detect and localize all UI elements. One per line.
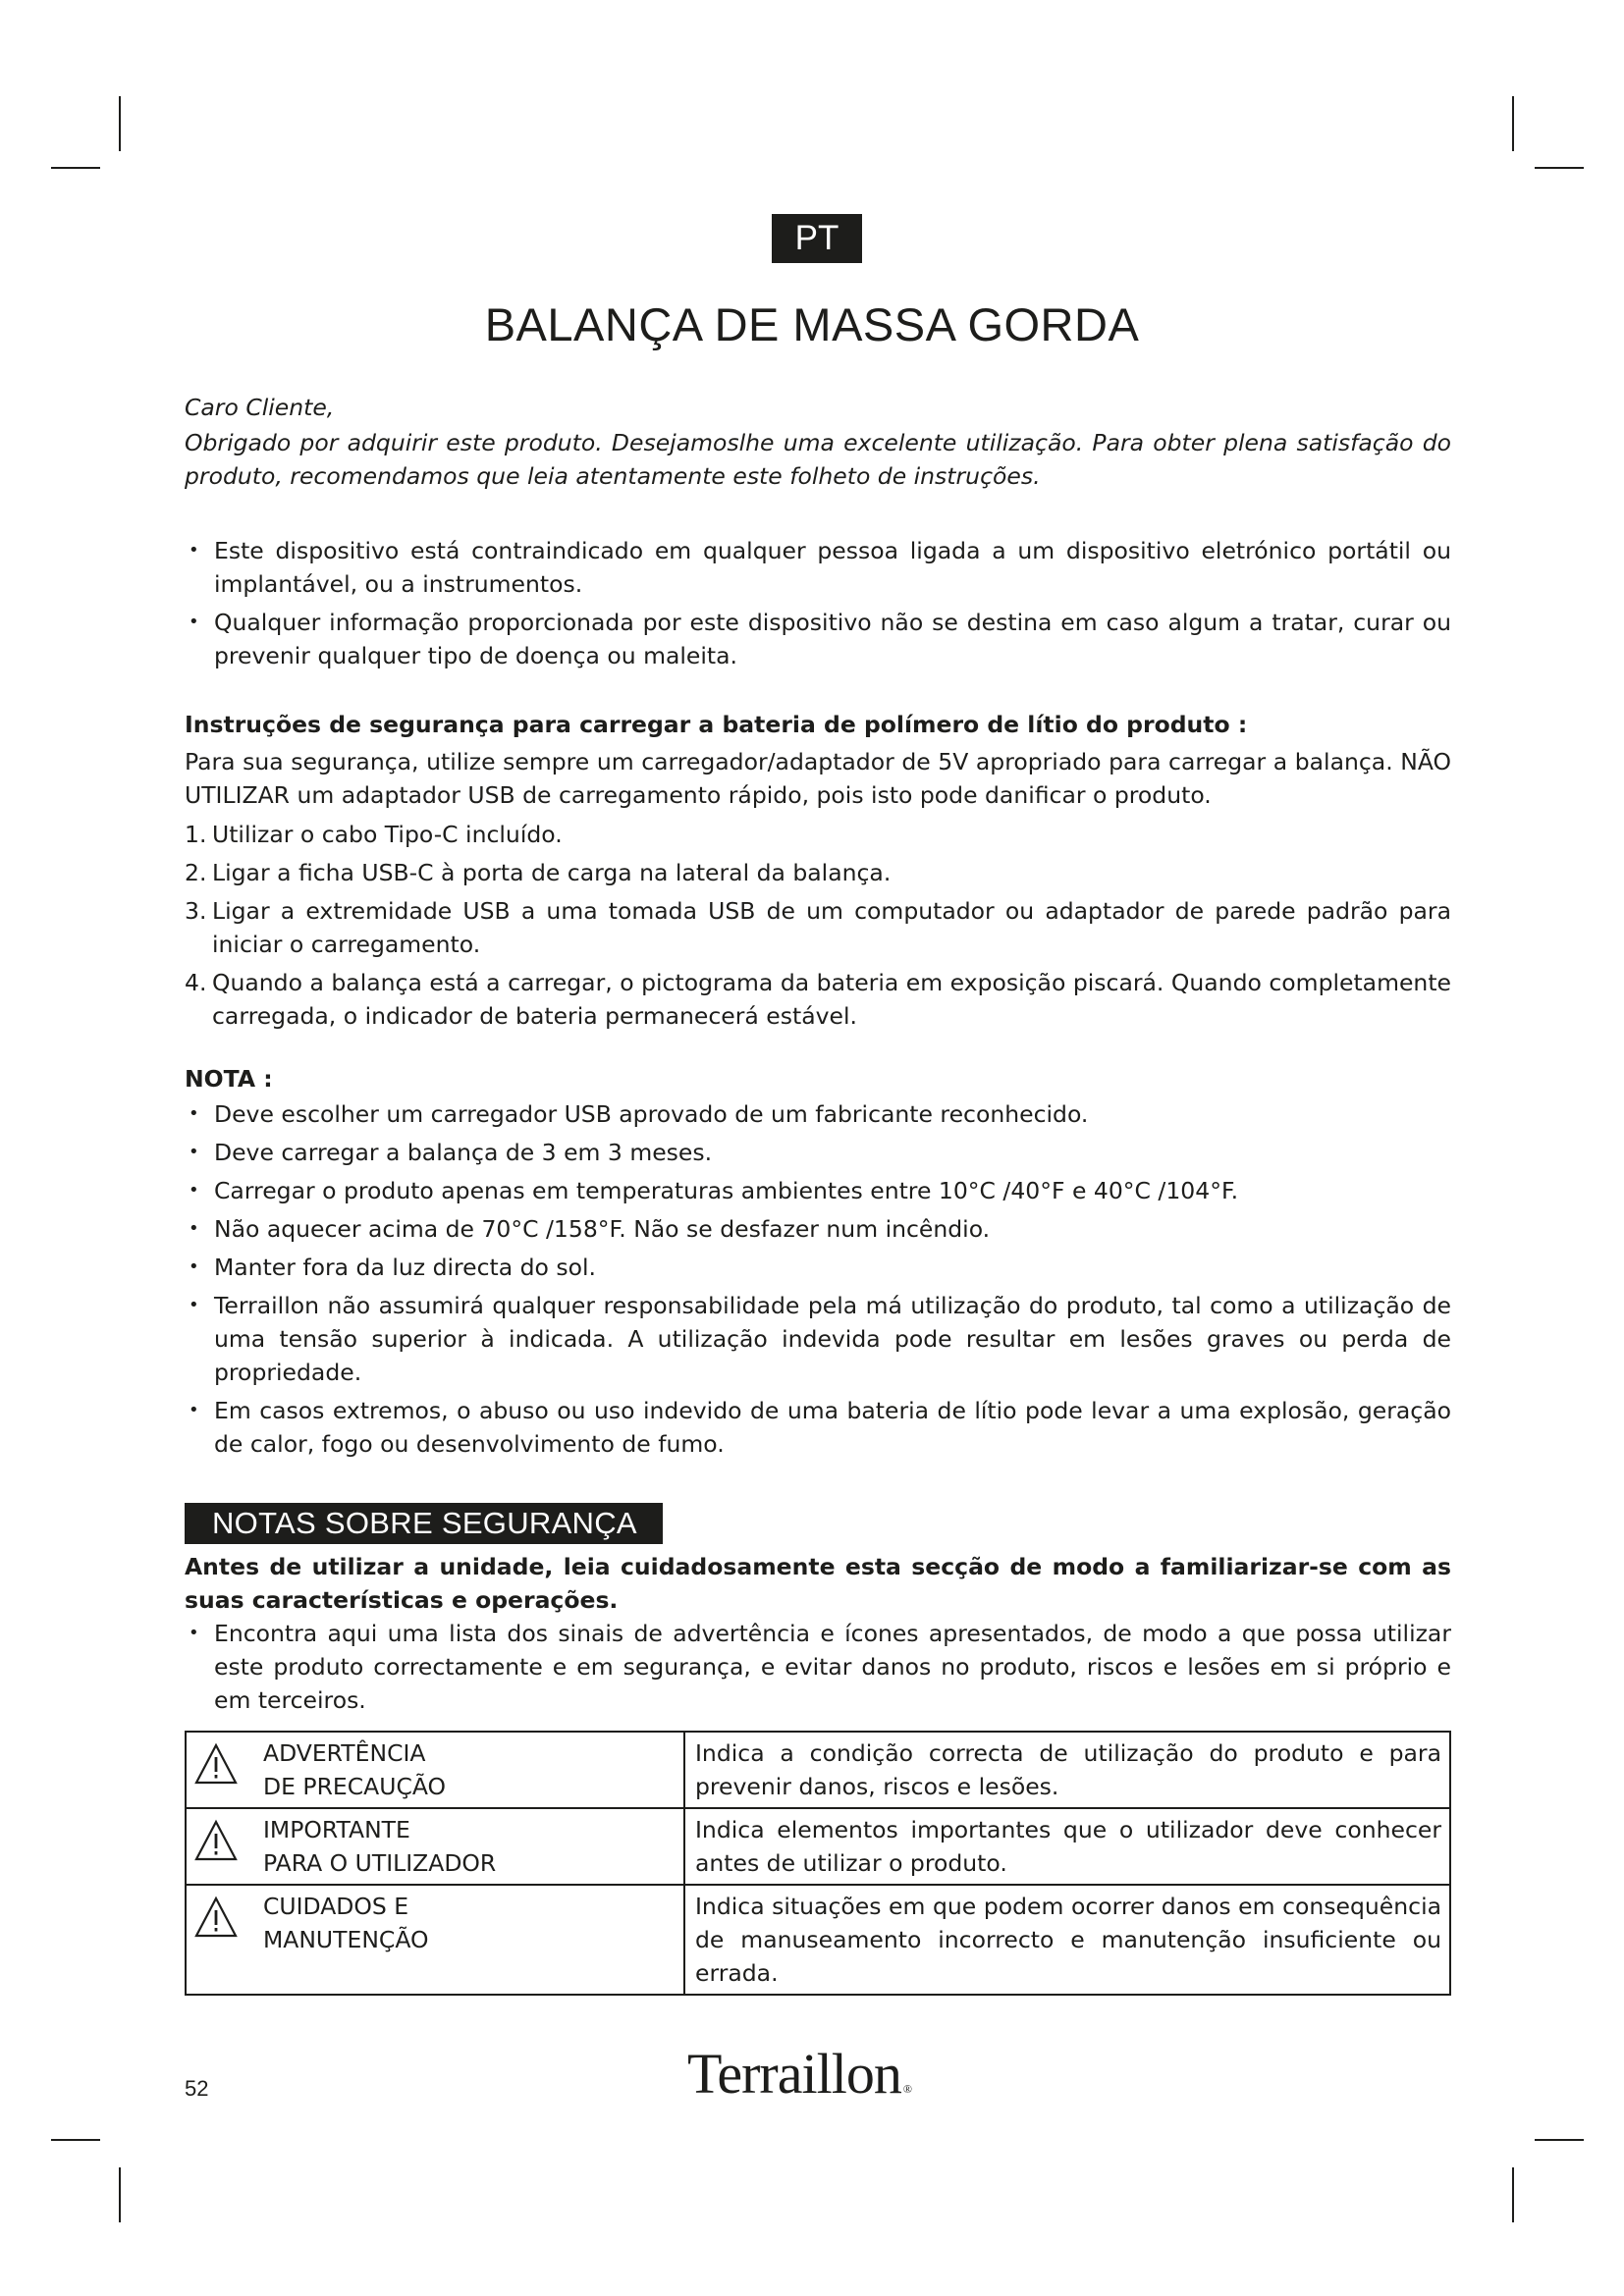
legend-label-line: CUIDADOS E bbox=[263, 1893, 409, 1920]
page-title: BALANÇA DE MASSA GORDA bbox=[484, 298, 1140, 350]
brand-name: Terraillon bbox=[687, 2042, 901, 2106]
step-number: 4. bbox=[185, 969, 207, 996]
legend-description: Indica a condição correcta de utilização do produto e para prevenir danos, riscos e lesões. bbox=[684, 1732, 1450, 1808]
list-item bbox=[185, 894, 1451, 961]
crop-mark bbox=[51, 167, 100, 169]
legend-description: Indica situações em que podem ocorrer danos em consequência de manuseamento incorrecto e manutenção insuficiente ou errada. bbox=[684, 1885, 1450, 1995]
crop-mark bbox=[1535, 167, 1584, 169]
list-item: • Qualquer informação proporcionada por este dispositivo não se destina em caso algum a tratar, curar ou prevenir qualquer tipo de doença ou maleita. bbox=[185, 606, 1451, 672]
table-row bbox=[186, 1808, 1450, 1885]
legend-label-line: DE PRECAUÇÃO bbox=[263, 1773, 447, 1800]
crop-mark bbox=[119, 96, 121, 151]
warning-legend-table bbox=[185, 1731, 1451, 1996]
step-text: Ligar a ficha USB-C à porta de carga na lateral da balança. bbox=[212, 859, 892, 886]
crop-mark bbox=[1535, 2139, 1584, 2141]
intro-paragraph: Obrigado por adquirir este produto. Desejamoslhe uma excelente utilização. Para obter plena satisfação do produto, recomendamos que leia atentamente este folheto de instruções. bbox=[185, 429, 1451, 490]
list-item: • Não aquecer acima de 70°C /158°F. Não se desfazer num incêndio. bbox=[185, 1212, 1451, 1246]
warning-triangle-icon bbox=[194, 1896, 238, 1939]
warning-triangle-icon bbox=[194, 1742, 238, 1786]
legend-label-line: MANUTENÇÃO bbox=[263, 1926, 429, 1953]
step-number: 3. bbox=[185, 897, 207, 925]
note-heading: NOTA : bbox=[185, 1065, 273, 1093]
step-number: 2. bbox=[185, 859, 207, 886]
contraindication-list bbox=[185, 534, 1451, 672]
document-body bbox=[185, 391, 1451, 1996]
list-item: • Carregar o produto apenas em temperaturas ambientes entre 10°C /40°F e 40°C /104°F. bbox=[185, 1174, 1451, 1207]
legend-label-line: IMPORTANTE bbox=[263, 1816, 410, 1843]
legend-label-line: ADVERTÊNCIA bbox=[263, 1739, 426, 1767]
step-text: Ligar a extremidade USB a uma tomada USB de um computador ou adaptador de parede padrão para iniciar o carregamento. bbox=[212, 897, 1451, 958]
legend-label-cell bbox=[186, 1885, 684, 1995]
list-item: • Este dispositivo está contraindicado em qualquer pessoa ligada a um dispositivo eletrónico portátil ou implantável, ou a instrumentos. bbox=[185, 534, 1451, 601]
list-item: • Terraillon não assumirá qualquer responsabilidade pela má utilização do produto, tal como a utilização de uma tensão superior à indicada. A utilização indevida pode resultar em lesões graves ou perda de propriedade. bbox=[185, 1289, 1451, 1389]
list-item bbox=[185, 966, 1451, 1033]
step-number: 1. bbox=[185, 821, 207, 848]
table-row bbox=[186, 1732, 1450, 1808]
charging-steps bbox=[185, 818, 1451, 1033]
crop-mark bbox=[119, 2167, 121, 2222]
note-list bbox=[185, 1097, 1451, 1461]
legend-label-cell bbox=[186, 1732, 684, 1808]
battery-intro: Para sua segurança, utilize sempre um carregador/adaptador de 5V apropriado para carregar a balança. NÃO UTILIZAR um adaptador USB de carregamento rápido, pois isto pode danificar o produto. bbox=[185, 748, 1451, 809]
list-item: • Encontra aqui uma lista dos sinais de advertência e ícones apresentados, de modo a que possa utilizar este produto correctamente e em segurança, e evitar danos no produto, riscos e lesões em si próprio e em terceiros. bbox=[185, 1617, 1451, 1717]
language-badge: PT bbox=[772, 214, 862, 263]
table-row bbox=[186, 1885, 1450, 1995]
legend-description: Indica elementos importantes que o utilizador deve conhecer antes de utilizar o produto. bbox=[684, 1808, 1450, 1885]
brand-logo bbox=[687, 2040, 952, 2109]
crop-mark bbox=[1512, 96, 1514, 151]
safety-list bbox=[185, 1617, 1451, 1717]
battery-heading: Instruções de segurança para carregar a bateria de polímero de lítio do produto : bbox=[185, 711, 1248, 738]
list-item bbox=[185, 856, 1451, 889]
crop-mark bbox=[1512, 2167, 1514, 2222]
step-text: Quando a balança está a carregar, o pictograma da bateria em exposição piscará. Quando completamente carregada, o indicador de bateria permanecerá estável. bbox=[212, 969, 1451, 1030]
legend-label-line: PARA O UTILIZADOR bbox=[263, 1849, 497, 1877]
page-number: 52 bbox=[185, 2076, 209, 2101]
section-heading-safety: NOTAS SOBRE SEGURANÇA bbox=[185, 1503, 663, 1544]
list-item: • Deve escolher um carregador USB aprovado de um fabricante reconhecido. bbox=[185, 1097, 1451, 1131]
legend-label-cell bbox=[186, 1808, 684, 1885]
list-item bbox=[185, 818, 1451, 851]
list-item: • Em casos extremos, o abuso ou uso indevido de uma bateria de lítio pode levar a uma explosão, geração de calor, fogo ou desenvolvimento de fumo. bbox=[185, 1394, 1451, 1461]
safety-lead: Antes de utilizar a unidade, leia cuidadosamente esta secção de modo a familiarizar-se com as suas características e operações. bbox=[185, 1553, 1451, 1614]
crop-mark bbox=[51, 2139, 100, 2141]
registered-mark: ® bbox=[902, 2082, 911, 2096]
greeting: Caro Cliente, bbox=[185, 394, 335, 421]
list-item: • Manter fora da luz directa do sol. bbox=[185, 1251, 1451, 1284]
list-item: • Deve carregar a balança de 3 em 3 meses. bbox=[185, 1136, 1451, 1169]
step-text: Utilizar o cabo Tipo-C incluído. bbox=[212, 821, 563, 848]
warning-triangle-icon bbox=[194, 1819, 238, 1862]
